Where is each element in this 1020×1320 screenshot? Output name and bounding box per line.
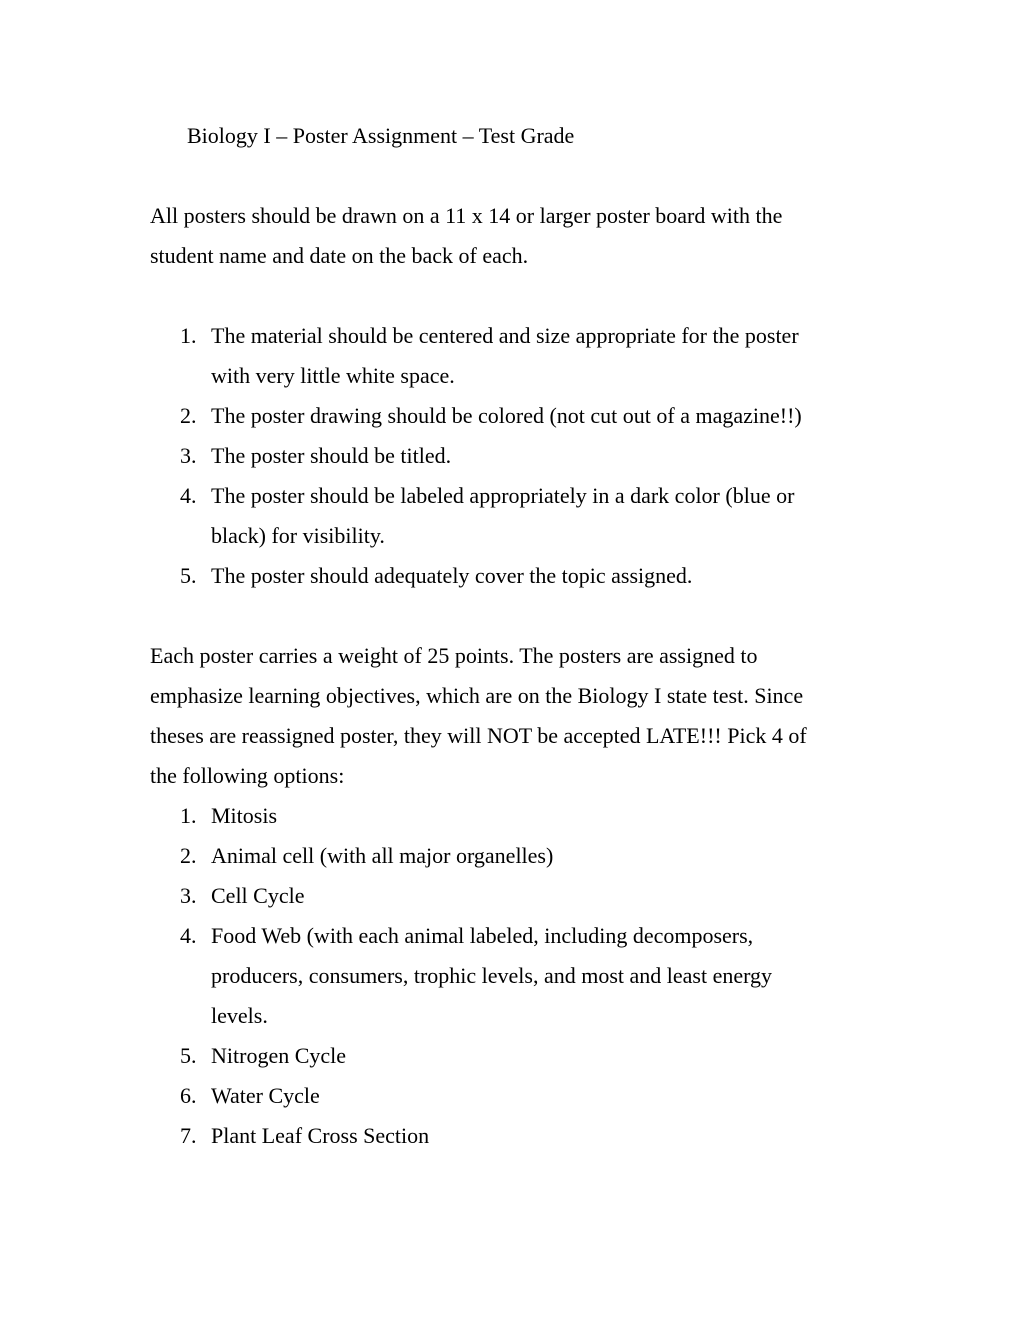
item-number: 3. xyxy=(180,883,197,908)
item-text-continued: levels. xyxy=(211,1003,268,1028)
spacer xyxy=(150,156,890,196)
paragraph-line: student name and date on the back of each. xyxy=(150,243,529,268)
list-item xyxy=(150,836,890,876)
item-number: 5. xyxy=(180,1043,197,1068)
item-text: Cell Cycle xyxy=(211,883,305,908)
item-number: 5. xyxy=(180,563,197,588)
list-item xyxy=(150,476,890,516)
document-title: Biology I – Poster Assignment – Test Grade xyxy=(187,123,575,148)
item-text: Plant Leaf Cross Section xyxy=(211,1123,430,1148)
spacer xyxy=(150,596,890,636)
intro-paragraph xyxy=(150,196,890,276)
item-number: 6. xyxy=(180,1083,197,1108)
item-number: 4. xyxy=(180,483,197,508)
options-list xyxy=(150,796,890,1156)
item-text: The poster drawing should be colored (not cut out of a magazine!!) xyxy=(211,403,802,428)
item-text-continued: with very little white space. xyxy=(211,363,455,388)
document-content xyxy=(150,116,890,1156)
item-text: Water Cycle xyxy=(211,1083,320,1108)
list-item xyxy=(150,796,890,836)
list-item xyxy=(150,916,890,956)
weight-paragraph xyxy=(150,636,890,796)
list-item xyxy=(150,436,890,476)
item-number: 2. xyxy=(180,403,197,428)
item-text: The poster should be labeled appropriately in a dark color (blue or xyxy=(211,483,795,508)
item-number: 7. xyxy=(180,1123,197,1148)
list-item xyxy=(150,1036,890,1076)
list-item xyxy=(150,876,890,916)
item-text: Food Web (with each animal labeled, including decomposers, xyxy=(211,923,754,948)
item-number: 1. xyxy=(180,803,197,828)
item-number: 4. xyxy=(180,923,197,948)
item-text: The poster should adequately cover the topic assigned. xyxy=(211,563,693,588)
list-item xyxy=(150,396,890,436)
requirements-list xyxy=(150,316,890,596)
item-number: 3. xyxy=(180,443,197,468)
item-text: The poster should be titled. xyxy=(211,443,452,468)
item-text-continued: producers, consumers, trophic levels, and most and least energy xyxy=(211,963,773,988)
list-item xyxy=(150,556,890,596)
item-text-continued: black) for visibility. xyxy=(211,523,385,548)
list-item xyxy=(150,1076,890,1116)
paragraph-line: emphasize learning objectives, which are on the Biology I state test. Since xyxy=(150,683,804,708)
item-text: The material should be centered and size appropriate for the poster xyxy=(211,323,799,348)
paragraph-line: theses are reassigned poster, they will NOT be accepted LATE!!! Pick 4 of xyxy=(150,723,807,748)
item-text: Nitrogen Cycle xyxy=(211,1043,347,1068)
paragraph-line: the following options: xyxy=(150,763,345,788)
item-text: Animal cell (with all major organelles) xyxy=(211,843,554,868)
item-number: 1. xyxy=(180,323,197,348)
list-item xyxy=(150,316,890,356)
item-number: 2. xyxy=(180,843,197,868)
paragraph-line: Each poster carries a weight of 25 points. The posters are assigned to xyxy=(150,643,758,668)
item-text: Mitosis xyxy=(211,803,278,828)
list-item xyxy=(150,1116,890,1156)
spacer xyxy=(150,276,890,316)
paragraph-line: All posters should be drawn on a 11 x 14 or larger poster board with the xyxy=(150,203,783,228)
